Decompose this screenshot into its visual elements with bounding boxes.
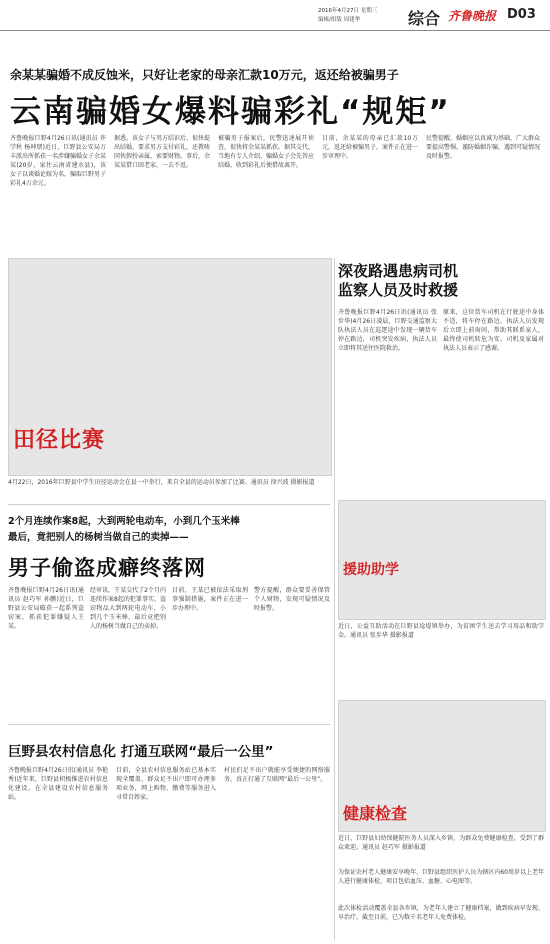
photo-student-aid-caption: 近日，公益互助活动在巨野县埝堤镇举办，为贫困学生送去学习用品和助学金。通讯员 张步华 摄影报道 <box>338 623 544 639</box>
story-1-col-2: 据悉，该女子与男方结识后，很快提出结婚，要求男方支付彩礼，还教唆同伙假扮亲属，索要财物。事后，余某某借口回老家，一去不返。 <box>114 135 210 169</box>
story-2-headline: 深夜路遇患病司机 监察人员及时救援 <box>338 262 459 299</box>
masthead <box>0 0 550 32</box>
story-2-col-1: 齐鲁晚报巨野4月26日讯(通讯员 张步华)4月26日凌晨，巨野交通监察大队执法人员在巡逻途中发现一辆货车停在路边，司机突发疾病，执法人员立即将其送往医院救治。 <box>338 309 437 352</box>
story-3-col-1: 齐鲁晚报巨野4月26日讯(通讯员 赵巧军 孙鹏)近日，巨野县公安局破获一起系列盗窃案，抓获犯罪嫌疑人王某。 <box>8 587 84 630</box>
story-4-headline: 巨野县农村信息化 打通互联网“最后一公里” <box>8 744 274 760</box>
story-1-kicker: 余某某骗婚不成反蚀米，只好让老家的母亲汇款10万元，返还给被骗男子 <box>10 68 399 82</box>
photo-track-meet-overlay: 田径比赛 <box>13 428 106 453</box>
story-4 <box>8 730 330 940</box>
newspaper-brand: 齐鲁晚报 <box>448 9 497 23</box>
story-1 <box>0 34 550 246</box>
story-1-col-4: 目前，余某某的母亲已汇款10万元，返还给被骗男子，案件正在进一步审理中。 <box>322 135 418 160</box>
masthead-date: 2016年4月27日 星期三 <box>318 8 378 14</box>
story-5-col-2: 此次体检活动覆盖全县各乡镇，为老年人建立了健康档案，做到疾病早发现、早治疗。截至目前，已为数千名老年人免费体检。 <box>338 905 544 921</box>
page-number: D03 <box>507 7 536 22</box>
section-rule <box>8 724 330 725</box>
section-rule <box>8 504 330 505</box>
story-3-headline: 男子偷盗成癖终落网 <box>8 556 206 580</box>
column-divider <box>334 258 335 940</box>
section-name: 综合 <box>408 9 441 28</box>
story-1-col-3: 被骗男子报案后，民警迅速展开侦查，很快将余某某抓获。据其交代，当地有专人介绍，骗婚女子会先答应结婚，收到彩礼后便借故离开。 <box>218 135 314 169</box>
story-1-headline: 云南骗婚女爆料骗彩礼“规矩” <box>10 94 451 130</box>
story-3-col-3: 目前，王某已被依法采取刑事强制措施，案件正在进一步办理中。 <box>172 587 248 612</box>
story-1-col-1: 齐鲁晚报巨野4月26日讯(通讯员 许学秋 杨坤朋)近日，巨野县公安局万丰派出所抓获一名涉嫌骗婚女子余某某(20岁，家住云南省建水县)，该女子以谈婚论嫁为名，骗取巨野男子彩礼4万余元。 <box>10 135 106 187</box>
story-3-col-2: 经审讯，王某交代了2个月内连续作案8起的犯罪事实，盗窃物品大到两轮电动车，小到几个玉米棒，最后竟把别人的杨树当做自己的卖掉。 <box>90 587 166 630</box>
masthead-rule <box>0 30 550 31</box>
story-2-col-2: 原来，这位货车司机在行驶途中身体不适，将车停在路边，执法人员发现后立即上前询问，帮助其联系家人，最终使司机转危为安。司机及家属对执法人员表示了感谢。 <box>443 309 544 352</box>
story-3-col-4: 警方提醒，群众要妥善保管个人财物，发现可疑情况及时报警。 <box>254 587 330 612</box>
story-2 <box>338 258 544 498</box>
masthead-editor: 编辑/组版 周建华 <box>318 17 361 23</box>
photo-track-meet <box>8 258 332 476</box>
photo-health-check-caption: 近日，巨野县妇幼保健院医务人员深入乡镇，为群众免费健康检查，受到了群众欢迎。通讯员 赵巧军 摄影报道 <box>338 835 544 851</box>
story-1-col-5: 民警提醒，婚姻应以真诚为基础，广大群众要提高警惕，谨防婚姻诈骗，遇到可疑情况及时报警。 <box>426 135 540 160</box>
photo-student-aid-overlay: 援助助学 <box>343 562 399 578</box>
story-5-col-1: 为保证农村老人健康安享晚年，巨野县组织医护人员为辖区内60周岁以上老年人进行健康体检，项目包括血压、血糖、心电图等。 <box>338 869 544 885</box>
story-3-kicker: 2个月连续作案8起，大到两轮电动车，小到几个玉米棒 最后，竟把别人的杨树当做自己的卖掉—— <box>8 516 240 543</box>
story-4-col-3: 村民们足不出户就能享受便捷的网络服务，真正打通了互联网“最后一公里”。 <box>224 767 330 783</box>
photo-health-check <box>338 700 546 832</box>
story-4-col-1: 齐鲁晚报巨野4月26日讯(通讯员 李艳秀)近年来，巨野县积极推进农村信息化建设，在全县建设农村信息服务站。 <box>8 767 108 801</box>
photo-health-check-overlay: 健康检查 <box>343 804 408 823</box>
photo-track-meet-caption: 4月22日，2016年巨野县中学生田径运动会在县一中举行，来自全县的运动员参加了比赛。通讯员 徐兴波 摄影报道 <box>8 479 315 486</box>
story-3 <box>8 510 330 710</box>
story-4-col-2: 目前，全县农村信息服务站已基本实现全覆盖，群众足不出户即可办理多项业务，网上购物、缴费等服务进入寻常百姓家。 <box>116 767 216 801</box>
photo-student-aid <box>338 500 546 620</box>
